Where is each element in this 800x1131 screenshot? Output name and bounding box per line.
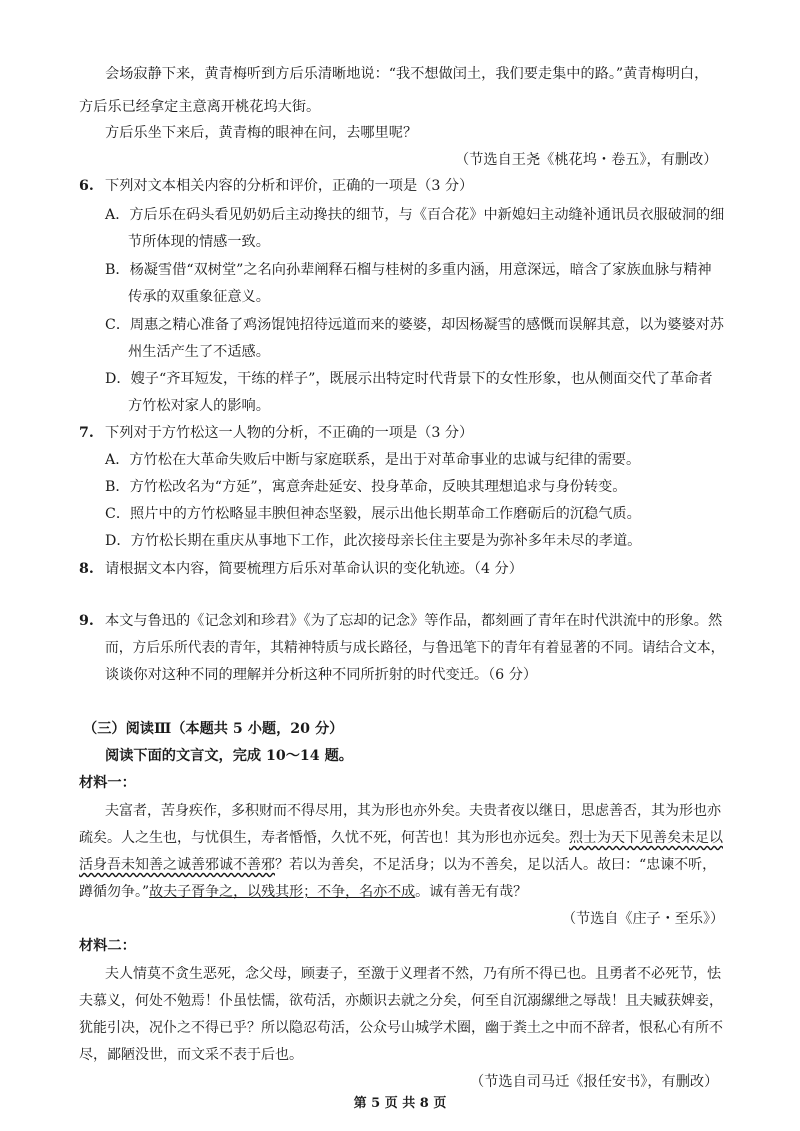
story-source: （节选自王尧《桃花坞・卷五》，有删改）: [455, 152, 718, 168]
q7-number: 7.: [79, 425, 94, 441]
q6-option-a-line1: A．方后乐在码头看见奶奶后主动搀扶的细节，与《百合花》中新媳妇主动缝补通讯员衣服破洞的细: [105, 207, 725, 223]
section-3-instruction: 阅读下面的文言文，完成 10～14 题。: [105, 748, 353, 764]
q9-number: 9.: [79, 613, 94, 629]
material-2-line-1: 夫人情莫不贪生恶死，念父母，顾妻子，至激于义理者不然，乃有所不得已也。且勇者不必死节，怯: [105, 966, 721, 982]
material-1-line-2: [79, 828, 723, 848]
material-1-line-3-text: ？若以为善矣，不足活身；以为不善矣，足以活人。故曰：“忠谏不听，: [275, 857, 717, 873]
q9-line-3: 谈谈你对这种不同的理解并分析这种不同所折射的时代变迁。（6 分）: [105, 667, 538, 683]
section-3-title: （三）阅读Ⅲ（本题共 5 小题，20 分）: [83, 721, 344, 737]
story-line-2: 方后乐已经拿定主意离开桃花坞大街。: [79, 99, 321, 115]
q7-option-c: C．照片中的方竹松略显丰腴但神态坚毅，展示出他长期革命工作磨砺后的沉稳气质。: [105, 506, 641, 522]
q8-stem: 请根据文本内容，简要梳理方后乐对革命认识的变化轨迹。（4 分）: [105, 561, 523, 577]
q7-option-d: D．方竹松长期在重庆从事地下工作，此次接母亲长住主要是为弥补多年未尽的孝道。: [105, 533, 642, 549]
q7-stem: 下列对于方竹松这一人物的分析，不正确的一项是（3 分）: [105, 425, 474, 441]
material-1-underlined-sentence-c: 故夫子胥争之，以残其形；不争，名亦不成: [149, 884, 416, 900]
q8-number: 8.: [79, 561, 94, 577]
material-1-line-4: [79, 882, 527, 902]
q9-line-2: 而，方后乐所代表的青年，其精神特质与成长路径，与鲁迅笔下的青年有着显著的不同。请结合文本，: [105, 640, 725, 656]
q7-option-a: A．方竹松在大革命失败后中断与家庭联系，是出于对革命事业的忠诚与纪律的需要。: [105, 452, 641, 468]
q6-option-b-line1: B．杨凝雪借“双树堂”之名向孙辈阐释石榴与桂树的多重内涵，用意深远，暗含了家族血脉与精神: [105, 262, 712, 278]
q6-option-b-line2: 传承的双重象征意义。: [128, 289, 270, 305]
q7-option-b: B．方竹松改名为“方延”，寓意奔赴延安、投身革命，反映其理想追求与身份转变。: [105, 479, 627, 495]
q6-option-c-line1: C．周惠之精心准备了鸡汤馄饨招待远道而来的婆婆，却因杨凝雪的感慨而误解其意，以为婆婆对苏: [105, 317, 724, 333]
material-2-line-3: 犹能引决，况仆之不得已乎？所以隐忍苟活，公众号山城学术圈，幽于粪土之中而不辞者，恨私心有所不: [79, 1020, 723, 1036]
material-1-line-3: [79, 855, 716, 875]
material-2-label: 材料二：: [79, 938, 136, 954]
material-1-line-4-text-b: 。诚有善无有哉？: [415, 884, 528, 900]
material-1-line-1: 夫富者，苦身疾作，多积财而不得尽用，其为形也亦外矣。夫贵者夜以继日，思虑善否，其为形也亦: [105, 803, 721, 819]
material-1-line-4-text-a: 蹲循勿争。”: [79, 884, 150, 900]
q6-stem: 下列对文本相关内容的分析和评价，正确的一项是（3 分）: [105, 178, 474, 194]
story-line-1: 会场寂静下来，黄青梅听到方后乐清晰地说：“我不想做闰土，我们要走集中的路。”黄青梅明白，: [105, 66, 709, 82]
page-number-footer: 第 5 页 共 8 页: [353, 1096, 447, 1111]
q6-number: 6.: [79, 178, 94, 194]
q9-line-1: 本文与鲁迅的《记念刘和珍君》《为了忘却的记念》等作品，都刻画了青年在时代洪流中的形象。然: [105, 613, 723, 629]
material-1-label: 材料一：: [79, 775, 136, 791]
q6-option-c-line2: 州生活产生了不适感。: [128, 344, 270, 360]
q6-option-a-line2: 节所体现的情感一致。: [128, 234, 270, 250]
material-1-line-2-text: 疏矣。人之生也，与忧俱生，寿者惛惛，久忧不死，何苦也！其为形也亦远矣。: [79, 830, 569, 846]
material-2-source: （节选自司马迁《报任安书》，有删改）: [470, 1074, 719, 1090]
material-2-line-2: 夫慕义，何处不勉焉！仆虽怯懦，欲苟活，亦颇识去就之分矣，何至自沉溺縲绁之辱哉！且夫臧获婢妾，: [79, 993, 723, 1009]
material-1-source: （节选自《庄子・至乐》）: [562, 911, 725, 927]
material-1-underlined-sentence-a: 烈士为天下见善矣未足以: [569, 830, 723, 846]
story-line-3: 方后乐坐下来后，黄青梅的眼神在问，去哪里呢？: [105, 125, 418, 141]
q6-option-d-line2: 方竹松对家人的影响。: [128, 398, 270, 414]
q6-option-d-line1: D．嫂子“齐耳短发，干练的样子”，既展示出特定时代背景下的女性形象，也从侧面交代了革命者: [105, 371, 713, 387]
material-2-line-4: 尽，鄙陋没世，而文采不表于后也。: [79, 1047, 303, 1063]
material-1-underlined-sentence-b: 活身吾未知善之诚善邪诚不善邪: [79, 857, 275, 873]
